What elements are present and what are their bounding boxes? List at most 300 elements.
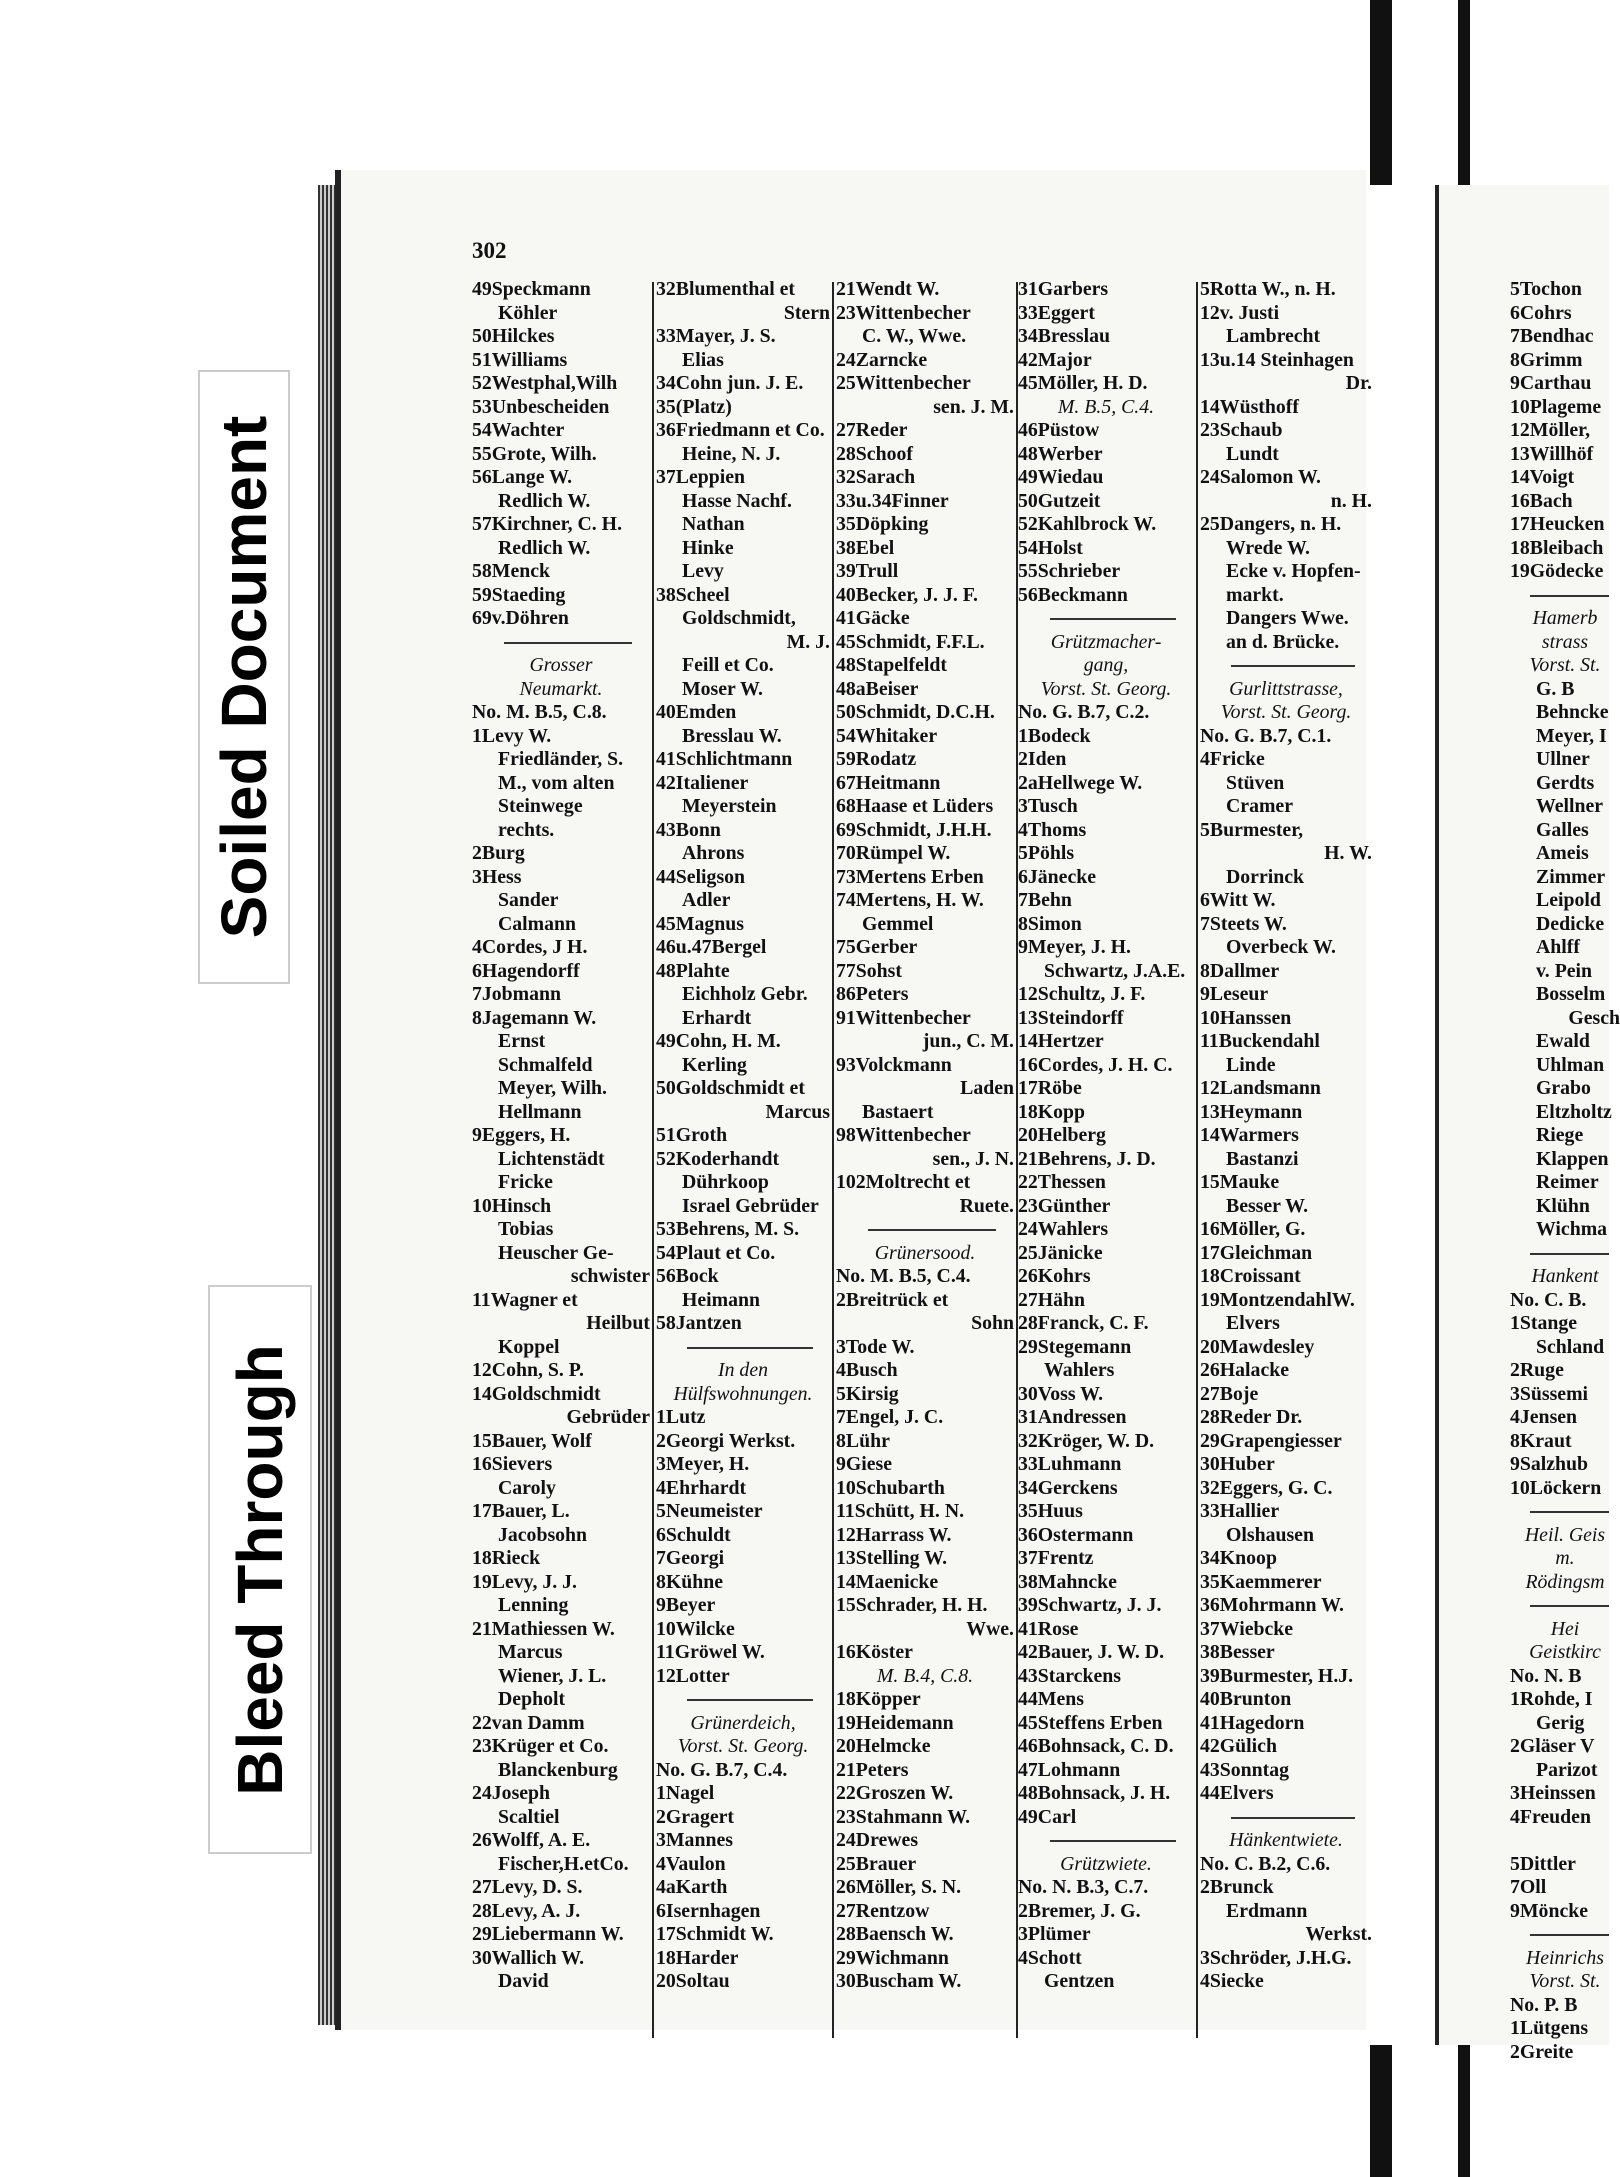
- directory-entry: 33Hallier: [1200, 1500, 1280, 1522]
- directory-entry: 49Wiedau: [1018, 466, 1104, 488]
- entry-continuation: Köhler: [498, 301, 558, 324]
- directory-entry: 24Salomon W.: [1200, 466, 1321, 488]
- directory-entry: 67Heitmann: [836, 771, 941, 794]
- directory-entry: 16Cordes, J. H. C.: [1018, 1053, 1173, 1076]
- directory-entry: 38Scheel: [656, 583, 730, 606]
- street-heading: Rödingsm: [1525, 1570, 1605, 1593]
- directory-entry: 23Wittenbecher: [836, 301, 971, 324]
- directory-entry: 54Holst: [1018, 536, 1083, 559]
- directory-entry: 29Liebermann W.: [472, 1923, 624, 1945]
- directory-entry: 14Maenicke: [836, 1570, 939, 1593]
- directory-entry: No. C. B.2, C.6.: [1200, 1852, 1331, 1875]
- directory-entry: 20Soltau: [656, 1970, 730, 1992]
- section-rule: [1018, 607, 1194, 631]
- directory-entry: 27Levy, D. S.: [472, 1876, 583, 1898]
- entry-continuation: Marcus: [765, 1100, 830, 1123]
- directory-entry: 43Starckens: [1018, 1664, 1121, 1687]
- street-heading: Geistkirc: [1529, 1641, 1601, 1663]
- directory-entry: 4aKarth: [656, 1876, 728, 1898]
- directory-entry: 18Bleibach: [1510, 536, 1604, 559]
- directory-entry: 35(Platz): [656, 395, 732, 418]
- entry-continuation: Riege: [1536, 1124, 1584, 1146]
- directory-entry: 13Steindorff: [1018, 1006, 1124, 1029]
- directory-entry: 6Hagendorff: [472, 959, 580, 982]
- directory-entry: 7Engel, J. C.: [836, 1406, 944, 1428]
- directory-entry: 46Püstow: [1018, 419, 1100, 441]
- directory-entry: 5Pöhls: [1018, 842, 1075, 864]
- entry-continuation: sen., J. N.: [932, 1147, 1014, 1170]
- section-rule: [1510, 1500, 1620, 1524]
- directory-entry: 19Gödecke: [1510, 560, 1604, 582]
- street-heading: Neumarkt.: [519, 677, 603, 700]
- directory-entry: 8Kühne: [656, 1570, 724, 1593]
- directory-entry: 8Jagemann W.: [472, 1006, 597, 1029]
- directory-entry: 2Brunck: [1200, 1876, 1274, 1898]
- directory-entry: 22Thessen: [1018, 1171, 1106, 1193]
- directory-entry: 24Zarncke: [836, 348, 928, 371]
- directory-entry: 10Plageme: [1510, 395, 1602, 418]
- entry-continuation: Caroly: [498, 1476, 556, 1499]
- directory-entry: No. P. B: [1510, 1993, 1578, 2016]
- entry-continuation: Lundt: [1226, 442, 1279, 465]
- directory-entry: 25Jänicke: [1018, 1241, 1103, 1264]
- directory-entry: 49Speckmann: [472, 278, 591, 300]
- street-heading: In den: [718, 1359, 768, 1381]
- directory-entry: 41Hagedorn: [1200, 1711, 1305, 1734]
- directory-entry: 98Wittenbecher: [836, 1124, 971, 1146]
- directory-entry: 3Tode W.: [836, 1335, 915, 1358]
- directory-entry: 23Schaub: [1200, 419, 1283, 441]
- directory-entry: 47Lohmann: [1018, 1758, 1121, 1781]
- directory-entry: 54Whitaker: [836, 724, 938, 747]
- directory-entry: 16Köster: [836, 1641, 913, 1663]
- directory-entry: 70Rümpel W.: [836, 842, 951, 864]
- directory-entry: 56Beckmann: [1018, 583, 1128, 606]
- entry-continuation: M. J.: [786, 630, 830, 653]
- directory-entry: 21Wendt W.: [836, 278, 940, 300]
- street-heading: Grützwiete.: [1060, 1852, 1152, 1875]
- directory-entry: 40Brunton: [1200, 1688, 1292, 1710]
- directory-entry: 4Vaulon: [656, 1852, 726, 1875]
- directory-entry: 3Süssemi: [1510, 1382, 1589, 1405]
- entry-continuation: Feill et Co.: [682, 654, 774, 676]
- entry-continuation: Heuscher Ge-: [498, 1241, 614, 1264]
- directory-entry: 44Mens: [1018, 1688, 1084, 1710]
- directory-entry: 44Elvers: [1200, 1782, 1274, 1804]
- soiled-document-label: [198, 370, 290, 984]
- directory-entry: 46u.47Bergel: [656, 936, 767, 958]
- directory-entry: 20Helberg: [1018, 1124, 1106, 1146]
- directory-entry: 21Behrens, J. D.: [1018, 1147, 1156, 1170]
- bleed-through-text: Bleed Through: [224, 1343, 296, 1796]
- directory-entry: 51Groth: [656, 1124, 728, 1146]
- directory-entry: 31Andressen: [1018, 1406, 1127, 1428]
- directory-entry: 33Eggert: [1018, 301, 1095, 324]
- street-heading: Vorst. St.: [1529, 1970, 1601, 1992]
- entry-continuation: Elvers: [1226, 1312, 1280, 1334]
- directory-entry: 23Günther: [1018, 1194, 1111, 1217]
- entry-continuation: Kerling: [682, 1053, 747, 1076]
- directory-entry: 38Mahncke: [1018, 1570, 1117, 1593]
- entry-continuation: Depholt: [498, 1688, 566, 1710]
- directory-entry: 54Plaut et Co.: [656, 1241, 776, 1264]
- column-divider: [1196, 282, 1198, 2038]
- entry-continuation: Erdmann: [1226, 1899, 1308, 1922]
- entry-continuation: Tobias: [498, 1218, 554, 1240]
- directory-entry: 51Williams: [472, 348, 568, 371]
- directory-entry: 37Frentz: [1018, 1547, 1094, 1569]
- entry-continuation: Ewald: [1536, 1030, 1590, 1052]
- directory-entry: 42Bauer, J. W. D.: [1018, 1641, 1165, 1663]
- directory-entry: 2Greite: [1510, 2040, 1574, 2063]
- directory-entry: 41Gäcke: [836, 607, 910, 629]
- entry-continuation: G. B: [1536, 677, 1575, 700]
- entry-continuation: Ullner: [1536, 748, 1590, 770]
- bleed-through-label: [208, 1285, 312, 1854]
- entry-continuation: Friedländer, S.: [498, 748, 624, 770]
- section-rule: [1510, 1242, 1620, 1266]
- column-divider: [652, 282, 654, 2038]
- entry-continuation: Sander: [498, 889, 559, 911]
- entry-continuation: Gemmel: [862, 912, 934, 935]
- directory-entry: 17Schmidt W.: [656, 1923, 774, 1945]
- directory-entry: 14Voigt: [1510, 466, 1575, 488]
- entry-continuation: Wahlers: [1044, 1359, 1115, 1381]
- directory-entry: 9Leseur: [1200, 983, 1269, 1005]
- directory-entry: 13u.14 Steinhagen: [1200, 348, 1354, 371]
- directory-entry: 15Mauke: [1200, 1171, 1280, 1193]
- directory-entry: 4Busch: [836, 1359, 898, 1381]
- directory-entry: 18Croissant: [1200, 1265, 1301, 1287]
- directory-entry: 11Schütt, H. N.: [836, 1500, 965, 1522]
- street-heading: Vorst. St. Georg.: [1220, 701, 1352, 723]
- directory-entry: 16Möller, G.: [1200, 1218, 1306, 1240]
- entry-continuation: Bastanzi: [1226, 1147, 1299, 1170]
- entry-continuation: Hasse Nachf.: [682, 489, 792, 512]
- street-heading: Hei: [1550, 1617, 1580, 1640]
- entry-continuation: Olshausen: [1226, 1523, 1314, 1546]
- directory-entry: No. G. B.7, C.2.: [1018, 701, 1150, 723]
- entry-continuation: Dedicke: [1536, 912, 1605, 935]
- directory-entry: 18Köpper: [836, 1688, 921, 1710]
- street-heading: gang,: [1083, 654, 1129, 676]
- directory-entry: 86Peters: [836, 983, 909, 1005]
- entry-continuation: Grabo: [1536, 1077, 1591, 1099]
- entry-continuation: an d. Brücke.: [1226, 630, 1340, 653]
- entry-continuation: Meyer, Wilh.: [498, 1077, 607, 1099]
- directory-entry: 28Franck, C. F.: [1018, 1312, 1149, 1334]
- entry-continuation: Dr.: [1345, 372, 1372, 394]
- directory-entry: 36Ostermann: [1018, 1523, 1134, 1546]
- entry-continuation: Heilbut: [586, 1312, 650, 1334]
- directory-entry: 26Halacke: [1200, 1359, 1290, 1381]
- directory-entry: 14Hertzer: [1018, 1030, 1104, 1052]
- directory-entry: 32Eggers, G. C.: [1200, 1476, 1333, 1499]
- directory-entry: 16Sievers: [472, 1453, 553, 1475]
- directory-entry: 42Italiener: [656, 771, 749, 794]
- directory-entry: 8Kraut: [1510, 1429, 1572, 1452]
- entry-continuation: H. W.: [1324, 842, 1372, 864]
- entry-continuation: Lenning: [498, 1594, 569, 1616]
- directory-entry: 10Wilcke: [656, 1617, 735, 1640]
- entry-continuation: Meyerstein: [682, 795, 777, 817]
- directory-entry: 55Schrieber: [1018, 560, 1121, 582]
- entry-continuation: Eltzholtz: [1536, 1100, 1612, 1123]
- directory-entry: 27Rentzow: [836, 1899, 930, 1922]
- directory-entry: 36Friedmann et Co.: [656, 419, 825, 441]
- directory-entry: 4Jensen: [1510, 1406, 1578, 1428]
- directory-entry: 49Carl: [1018, 1805, 1077, 1828]
- directory-entry: 12Cohn, S. P.: [472, 1359, 584, 1381]
- directory-entry: 33u.34Finner: [836, 489, 949, 512]
- directory-column: [656, 278, 830, 1994]
- directory-entry: 28Schoof: [836, 442, 913, 465]
- directory-entry: 50Schmidt, D.C.H.: [836, 701, 995, 723]
- entry-continuation: v. Pein: [1536, 959, 1593, 982]
- section-rule: [1510, 584, 1620, 608]
- directory-entry: 5Neumeister: [656, 1500, 763, 1522]
- directory-entry: No. G. B.7, C.4.: [656, 1758, 788, 1781]
- entry-continuation: Galles: [1536, 818, 1589, 841]
- directory-entry: 2Ruge: [1510, 1359, 1564, 1381]
- directory-entry: 3Heinssen: [1510, 1782, 1596, 1804]
- directory-entry: 2Bremer, J. G.: [1018, 1899, 1141, 1922]
- directory-entry: 7Jobmann: [472, 983, 562, 1005]
- directory-entry: 69Schmidt, J.H.H.: [836, 818, 992, 841]
- street-heading: Hankent: [1531, 1265, 1599, 1287]
- directory-column: [1018, 278, 1194, 1994]
- directory-entry: 8Grimm: [1510, 348, 1583, 371]
- entry-continuation: Ruete.: [959, 1194, 1014, 1217]
- entry-continuation: Jacobsohn: [498, 1523, 588, 1546]
- directory-entry: 2Breitrück et: [836, 1288, 949, 1311]
- directory-entry: 74Mertens, H. W.: [836, 889, 984, 911]
- entry-continuation: Fischer,H.etCo.: [498, 1852, 629, 1875]
- directory-entry: 18Kopp: [1018, 1100, 1086, 1123]
- directory-entry: 1Lutz: [656, 1406, 706, 1428]
- directory-entry: 8Simon: [1018, 912, 1082, 935]
- entry-continuation: Israel Gebrüder: [682, 1194, 819, 1217]
- entry-continuation: Gesch: [1568, 1006, 1620, 1029]
- directory-entry: 28Reder Dr.: [1200, 1406, 1303, 1428]
- directory-entry: 30Wallich W.: [472, 1946, 585, 1969]
- entry-continuation: Nathan: [682, 513, 745, 535]
- street-heading: Gurlittstrasse,: [1229, 677, 1343, 700]
- directory-entry: 25Dangers, n. H.: [1200, 513, 1342, 535]
- street-heading: Grünersood.: [874, 1241, 976, 1264]
- directory-entry: 59Rodatz: [836, 748, 917, 770]
- entry-continuation: Bosselm: [1536, 983, 1606, 1005]
- directory-entry: 1Levy W.: [472, 724, 552, 747]
- directory-entry: 38Besser: [1200, 1641, 1275, 1663]
- directory-entry: 25Brauer: [836, 1852, 917, 1875]
- entry-continuation: Koppel: [498, 1335, 560, 1358]
- directory-entry: 1Bodeck: [1018, 724, 1091, 747]
- entry-continuation: Behncke: [1536, 701, 1609, 723]
- entry-continuation: Reimer: [1536, 1171, 1599, 1193]
- street-heading: Vorst. St. Georg.: [677, 1735, 809, 1757]
- directory-entry: 20Mawdesley: [1200, 1335, 1315, 1358]
- directory-entry: No. G. B.7, C.1.: [1200, 724, 1332, 747]
- directory-entry: 20Helmcke: [836, 1735, 931, 1757]
- directory-entry: 73Mertens Erben: [836, 865, 984, 888]
- directory-entry: 42Major: [1018, 348, 1092, 371]
- directory-entry: 57Kirchner, C. H.: [472, 513, 623, 535]
- directory-entry: 24Drewes: [836, 1829, 919, 1851]
- directory-entry: 30Huber: [1200, 1453, 1275, 1475]
- directory-entry: 41Schlichtmann: [656, 748, 793, 770]
- entry-continuation: Fricke: [498, 1171, 553, 1193]
- directory-entry: 40Emden: [656, 701, 737, 723]
- directory-entry: 16Bach: [1510, 489, 1573, 512]
- directory-entry: 48Plahte: [656, 959, 730, 982]
- directory-entry: 43Bonn: [656, 818, 721, 841]
- directory-entry: 3Hess: [472, 865, 522, 888]
- directory-entry: 48Bohnsack, J. H.: [1018, 1782, 1171, 1804]
- directory-entry: 27Boje: [1200, 1382, 1259, 1405]
- directory-entry: 48aBeiser: [836, 677, 919, 700]
- entry-continuation: Meyer, I: [1536, 724, 1607, 747]
- street-heading: Hülfswohnungen.: [673, 1382, 813, 1405]
- directory-entry: 4Fricke: [1200, 748, 1265, 770]
- directory-entry: 30Buscham W.: [836, 1970, 962, 1992]
- directory-entry: 2Burg: [472, 842, 525, 864]
- directory-entry: 5Tochon: [1510, 278, 1582, 300]
- directory-entry: 30Voss W.: [1018, 1382, 1104, 1405]
- entry-continuation: Gerig: [1536, 1711, 1585, 1734]
- directory-entry: 4Freuden: [1510, 1805, 1591, 1828]
- directory-entry: No. N. B.3, C.7.: [1018, 1876, 1149, 1898]
- directory-entry: 4Siecke: [1200, 1970, 1264, 1992]
- entry-continuation: jun., C. M.: [922, 1030, 1014, 1052]
- directory-entry: 37Wiebcke: [1200, 1617, 1294, 1640]
- directory-entry: 45Schmidt, F.F.L.: [836, 630, 985, 653]
- directory-entry: 12Landsmann: [1200, 1077, 1321, 1099]
- entry-continuation: Stern: [783, 301, 830, 324]
- directory-entry: 14Wüsthoff: [1200, 395, 1299, 418]
- directory-entry: 12v. Justi: [1200, 301, 1280, 324]
- entry-continuation: Zimmer: [1536, 865, 1606, 888]
- directory-entry: 29Wichmann: [836, 1946, 949, 1969]
- directory-entry: 52Koderhandt: [656, 1147, 780, 1170]
- directory-entry: 2Georgi Werkst.: [656, 1429, 796, 1452]
- entry-continuation: Heimann: [682, 1288, 761, 1311]
- directory-entry: 13Stelling W.: [836, 1547, 948, 1569]
- directory-entry: 52Kahlbrock W.: [1018, 513, 1157, 535]
- directory-entry: 21Peters: [836, 1758, 909, 1781]
- street-heading: Grünerdeich,: [690, 1711, 796, 1734]
- entry-continuation: Dührkoop: [682, 1171, 769, 1193]
- directory-entry: 17Röbe: [1018, 1077, 1082, 1099]
- section-rule: [1200, 1806, 1372, 1830]
- directory-entry: 24Wahlers: [1018, 1218, 1109, 1240]
- entry-continuation: Schmalfeld: [498, 1053, 593, 1076]
- entry-continuation: Calmann: [498, 912, 577, 935]
- entry-continuation: Wichma: [1536, 1218, 1608, 1240]
- entry-continuation: C. W., Wwe.: [862, 325, 967, 347]
- entry-continuation: sen. J. M.: [933, 395, 1014, 418]
- directory-entry: 93Volckmann: [836, 1053, 952, 1076]
- directory-entry: 39Schwartz, J. J.: [1018, 1594, 1162, 1616]
- directory-column: [1510, 278, 1620, 2064]
- entry-continuation: Parizot: [1536, 1758, 1598, 1781]
- directory-entry: 5Rotta W., n. H.: [1200, 278, 1336, 300]
- entry-continuation: Linde: [1226, 1053, 1276, 1076]
- entry-continuation: Overbeck W.: [1226, 936, 1336, 958]
- page-number: 302: [472, 238, 507, 263]
- directory-entry: 21Mathiessen W.: [472, 1617, 615, 1640]
- entry-continuation: Werkst.: [1305, 1923, 1372, 1945]
- directory-entry: 35Huus: [1018, 1500, 1083, 1522]
- directory-entry: 2Gragert: [656, 1805, 734, 1828]
- directory-entry: 12Harrass W.: [836, 1523, 952, 1546]
- directory-entry: 50Hilckes: [472, 325, 555, 347]
- directory-entry: 9Giese: [836, 1453, 893, 1475]
- directory-entry: 6Witt W.: [1200, 889, 1276, 911]
- directory-entry: 32Kröger, W. D.: [1018, 1429, 1155, 1452]
- directory-entry: 14Warmers: [1200, 1124, 1299, 1146]
- street-heading: m.: [1555, 1547, 1575, 1569]
- directory-entry: 2aHellwege W.: [1018, 771, 1143, 794]
- directory-entry: 29Grapengiesser: [1200, 1429, 1342, 1452]
- directory-entry: 17Heucken: [1510, 513, 1605, 535]
- directory-entry: 35Döpking: [836, 513, 929, 535]
- directory-entry: 1Nagel: [656, 1782, 715, 1804]
- directory-entry: 26Möller, S. N.: [836, 1876, 962, 1898]
- directory-entry: 7Behn: [1018, 889, 1072, 911]
- entry-continuation: Ahlff: [1536, 936, 1580, 958]
- directory-entry: 2Gläser V: [1510, 1735, 1595, 1757]
- column-divider: [832, 282, 834, 2038]
- entry-continuation: Cramer: [1226, 795, 1293, 817]
- directory-entry: 19Levy, J. J.: [472, 1570, 577, 1593]
- directory-entry: 10Löckern: [1510, 1476, 1602, 1499]
- directory-entry: 15Schrader, H. H.: [836, 1594, 988, 1616]
- directory-entry: 39Trull: [836, 560, 899, 582]
- directory-entry: 4Thoms: [1018, 818, 1087, 841]
- entry-continuation: rechts.: [498, 818, 555, 841]
- directory-entry: No. M. B.5, C.4.: [836, 1265, 971, 1287]
- directory-entry: 38Ebel: [836, 536, 895, 559]
- entry-continuation: Elias: [682, 348, 724, 371]
- directory-entry: 6Isernhagen: [656, 1899, 761, 1922]
- directory-entry: 31Garbers: [1018, 278, 1109, 300]
- entry-continuation: Erhardt: [682, 1006, 752, 1029]
- directory-entry: 19MontzendahlW.: [1200, 1288, 1355, 1311]
- directory-entry: 34Knoop: [1200, 1547, 1277, 1569]
- directory-entry: 4Ehrhardt: [656, 1476, 747, 1499]
- directory-entry: 53Unbescheiden: [472, 395, 610, 418]
- directory-entry: 49Cohn, H. M.: [656, 1030, 781, 1052]
- directory-entry: 11Buckendahl: [1200, 1030, 1320, 1052]
- directory-entry: 34Cohn jun. J. E.: [656, 372, 804, 394]
- directory-entry: 26Wolff, A. E.: [472, 1829, 591, 1851]
- directory-entry: 3Plümer: [1018, 1923, 1091, 1945]
- entry-continuation: Levy: [682, 560, 724, 582]
- directory-entry: 12Lotter: [656, 1664, 730, 1687]
- directory-entry: 18Rieck: [472, 1547, 541, 1569]
- directory-entry: 58Jantzen: [656, 1312, 742, 1334]
- directory-entry: 9Beyer: [656, 1594, 716, 1616]
- directory-entry: 69v.Döhren: [472, 607, 569, 629]
- directory-entry: 37Leppien: [656, 466, 746, 488]
- directory-entry: 6Jänecke: [1018, 865, 1097, 888]
- directory-entry: 56Bock: [656, 1265, 719, 1287]
- directory-entry: 11Wagner et: [472, 1288, 578, 1311]
- directory-entry: 11Gröwel W.: [656, 1641, 765, 1663]
- directory-entry: 9Carthau: [1510, 372, 1592, 394]
- directory-entry: 10Hinsch: [472, 1194, 552, 1217]
